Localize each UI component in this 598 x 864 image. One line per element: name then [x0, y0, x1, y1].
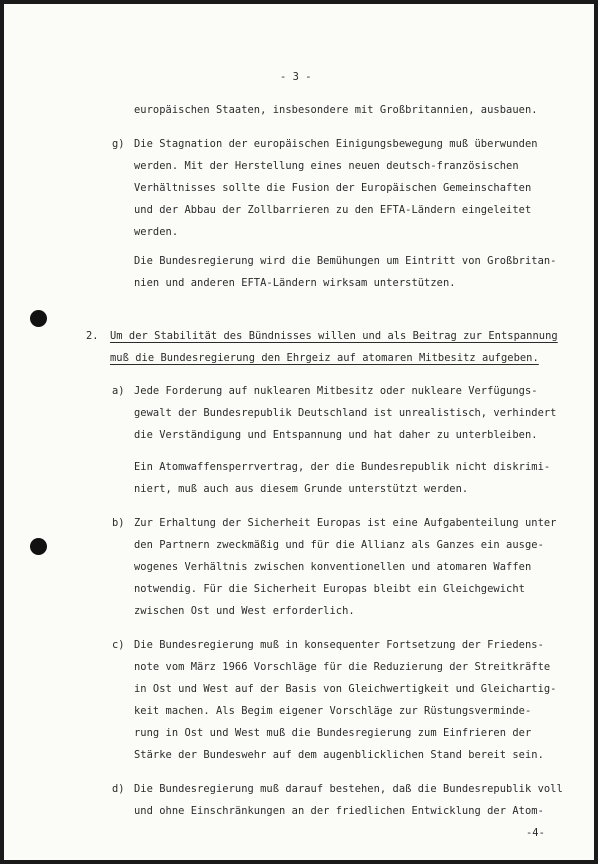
item-label-g: g) [112, 138, 125, 150]
text-line: niert, muß auch aus diesem Grunde unterstützt werden. [134, 483, 469, 495]
text-line: den Partnern zweckmäßig und für die Allianz als Ganzes ein ausge- [134, 539, 544, 551]
text-line: die Verständigung und Entspannung und hat daher zu unterbleiben. [134, 429, 538, 441]
text-line: Jede Forderung auf nuklearen Mitbesitz oder nukleare Verfügungs- [134, 385, 538, 397]
section-heading-line: Um der Stabilität des Bündnisses willen und als Beitrag zur Entspannung [110, 330, 558, 342]
text-line: werden. Mit der Herstellung eines neuen deutsch-französischen [134, 160, 519, 172]
text-line: Die Bundesregierung wird die Bemühungen um Eintritt von Großbritan- [134, 255, 557, 267]
next-page-marker: -4- [526, 827, 545, 839]
item-label-d: d) [112, 783, 125, 795]
text-line: Ein Atomwaffensperrvertrag, der die Bundesrepublik nicht diskrimi- [134, 461, 551, 473]
text-line: wogenes Verhältnis zwischen konventionellen und atomaren Waffen [134, 561, 532, 573]
page-number: - 3 - [280, 71, 312, 83]
punch-hole-lower [30, 538, 47, 555]
punch-hole-upper [30, 310, 47, 327]
text-line: nien und anderen EFTA-Ländern wirksam unterstützen. [134, 277, 456, 289]
text-line: Die Stagnation der europäischen Einigungsbewegung muß überwunden [134, 138, 538, 150]
text-line: note vom März 1966 Vorschläge für die Reduzierung der Streitkräfte [134, 661, 551, 673]
text-line: Die Bundesregierung muß darauf bestehen, daß die Bundesrepublik voll [134, 783, 563, 795]
text-line: Die Bundesregierung muß in konsequenter Fortsetzung der Friedens- [134, 639, 544, 651]
text-line: gewalt der Bundesrepublik Deutschland ist unrealistisch, verhindert [134, 407, 557, 419]
text-line: keit machen. Als Begim eigener Vorschläge zur Rüstungsverminde- [134, 705, 532, 717]
item-label-c: c) [112, 639, 125, 651]
section-heading-line: muß die Bundesregierung den Ehrgeiz auf atomaren Mitbesitz aufgeben. [110, 352, 539, 364]
section-label-2: 2. [86, 330, 99, 342]
text-line: und ohne Einschränkungen an der friedlichen Entwicklung der Atom- [134, 805, 544, 817]
document-page [4, 4, 594, 860]
text-line: und der Abbau der Zollbarrieren zu den EFTA-Ländern eingeleitet [134, 204, 532, 216]
item-label-a: a) [112, 385, 125, 397]
text-line: Verhältnisses sollte die Fusion der Europäischen Gemeinschaften [134, 182, 532, 194]
text-line: in Ost und West auf der Basis von Gleichwertigkeit und Gleichartig- [134, 683, 557, 695]
text-line: Stärke der Bundeswehr auf dem augenblicklichen Stand bereit sein. [134, 749, 544, 761]
text-line: werden. [134, 226, 179, 238]
text-line: Zur Erhaltung der Sicherheit Europas ist eine Aufgabenteilung unter [134, 517, 557, 529]
text-line: europäischen Staaten, insbesondere mit Großbritannien, ausbauen. [134, 104, 538, 116]
text-line: notwendig. Für die Sicherheit Europas bleibt ein Gleichgewicht [134, 583, 525, 595]
item-label-b: b) [112, 517, 125, 529]
text-line: rung in Ost und West muß die Bundesregierung zum Einfrieren der [134, 727, 532, 739]
text-line: zwischen Ost und West erforderlich. [134, 605, 355, 617]
